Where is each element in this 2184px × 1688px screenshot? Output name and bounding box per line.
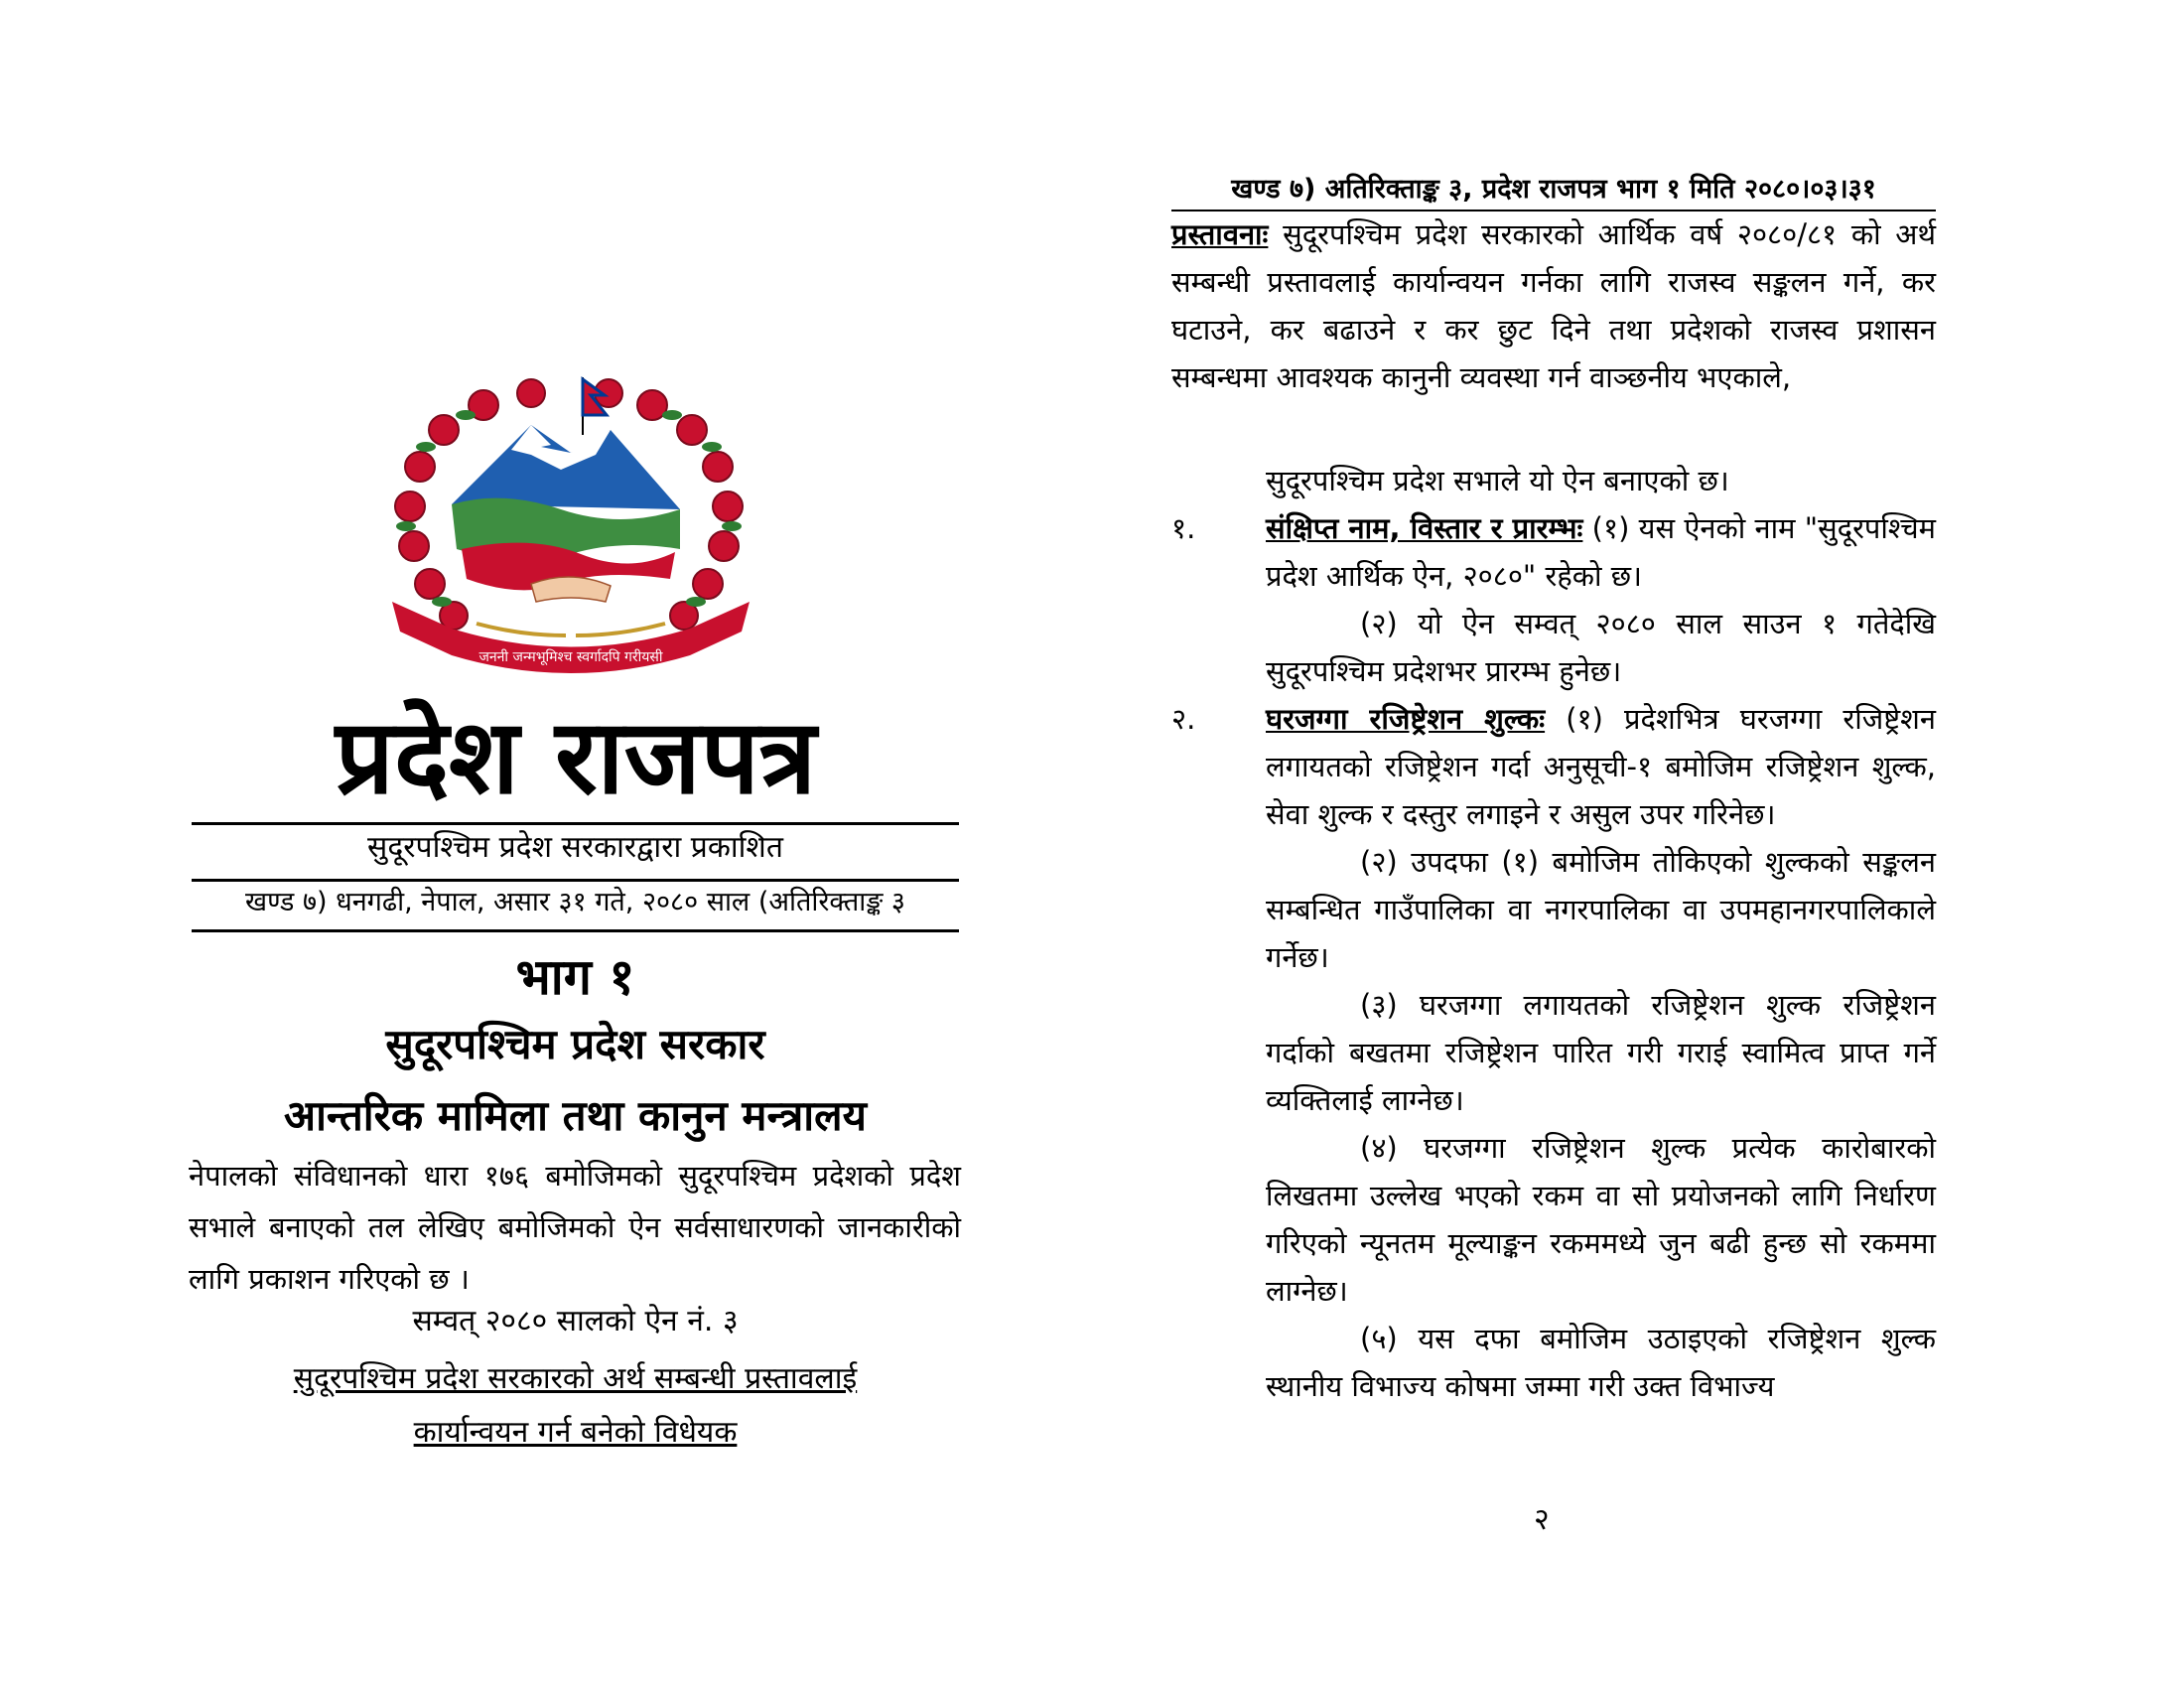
section-2-sub-1 [1266,695,1936,838]
section-2 [1266,695,1936,1410]
publisher-line: सुदूरपश्चिम प्रदेश सरकारद्वारा प्रकाशित [367,830,783,865]
gazette-title: प्रदेश राजपत्र [335,695,817,817]
intro-paragraph: नेपालको संविधानको धारा १७६ बमोजिमको सुदूरपश्चिम प्रदेशको प्रदेश सभाले बनाएको तल लेखिए बमोजिमको ऐन सर्वसाधारणको जानकारीको लागि प्रकाशन गरिएको छ । [189,1159,961,1296]
bill-title [192,1352,959,1460]
section-text: (१) प्रदेशभित्र घरजग्गा रजिष्ट्रेशन लगायतको रजिष्ट्रेशन गर्दा अनुसूची-१ बमोजिम रजिष्ट्रेशन शुल्क, सेवा शुल्क र दस्तुर लगाइने र असुल उपर गरिनेछ। [1266,702,1936,831]
section-1-sub-2: (२) यो ऐन सम्वत् २०८० साल साउन १ गतेदेखि सुदूरपश्चिम प्रदेशभर प्रारम्भ हुनेछ। [1266,607,1936,688]
section-2-sub-3: (३) घरजग्गा लगायतको रजिष्ट्रेशन शुल्क रजिष्ट्रेशन गर्दाको बखतमा रजिष्ट्रेशन पारित गरी गराई स्वामित्व प्राप्त गर्ने व्यक्तिलाई लाग्नेछ। [1266,988,1936,1117]
divider [192,822,959,825]
act-number: सम्वत् २०८० सालको ऐन नं. ३ [412,1304,739,1338]
section-heading: घरजग्गा रजिष्ट्रेशन शुल्कः [1266,702,1546,736]
preamble [1171,211,1936,401]
nepal-emblem-icon [382,375,759,688]
part-heading: भाग १ [515,948,635,1006]
page-header: खण्ड ७) अतिरिक्ताङ्क ३, प्रदेश राजपत्र भाग १ मिति २०८०।०३।३१ [1171,169,1936,211]
bill-title-line: सुदूरपश्चिम प्रदेश सरकारको अर्थ सम्बन्धी प्रस्तावलाई [293,1361,858,1396]
divider [192,929,959,932]
ministry-heading: आन्तरिक मामिला तथा कानुन मन्त्रालय [283,1091,868,1140]
section-2-sub-5: (५) यस दफा बमोजिम उठाइएको रजिष्ट्रेशन शुल्क स्थानीय विभाज्य कोषमा जम्मा गरी उक्त विभाज्य [1266,1322,1936,1403]
section-2-sub-2: (२) उपदफा (१) बमोजिम तोकिएको शुल्कको सङ्कलन सम्बन्धित गाउँपालिका वा नगरपालिका वा उपमहानगरपालिकाले गर्नेछ। [1266,845,1936,974]
section-heading: संक्षिप्त नाम, विस्तार र प्रारम्भः [1266,511,1583,545]
preamble-paragraph [1171,211,1936,401]
section-1 [1266,504,1936,695]
government-heading: सुदूरपश्चिम प्रदेश सरकार [385,1020,765,1068]
section-1-sub-1 [1266,504,1936,600]
bill-title-line: कार्यान्वयन गर्न बनेको विधेयक [413,1415,738,1450]
emblem-motto: जननी जन्मभूमिश्च स्वर्गादपि गरीयसी [478,649,663,665]
section-2-sub-4: (४) घरजग्गा रजिष्ट्रेशन शुल्क प्रत्येक कारोबारको लिखतमा उल्लेख भएको रकम वा सो प्रयोजनको लागि निर्धारण गरिएको न्यूनतम मूल्याङ्कन रकममध्ये जुन बढी हुन्छ सो रकममा लाग्नेछ। [1266,1131,1936,1308]
section-number: २. [1171,702,1196,736]
enactment-clause: सुदूरपश्चिम प्रदेश सभाले यो ऐन बनाएको छ। [1266,464,1729,497]
section-number: १. [1171,511,1196,545]
preamble-text: सुदूरपश्चिम प्रदेश सरकारको आर्थिक वर्ष २०८०/८१ को अर्थ सम्बन्धी प्रस्तावलाई कार्यान्वयन गर्नका लागि राजस्व सङ्कलन गर्ने, कर घटाउने, कर बढाउने र कर छुट दिने तथा प्रदेशको राजस्व प्रशासन सम्बन्धमा आवश्यक कानुनी व्यवस्था गर्न वाञ्छनीय भएकाले, [1171,217,1936,394]
preamble-label: प्रस्तावनाः [1171,217,1269,251]
page-number: २ [1534,1502,1550,1537]
volume-line: खण्ड ७) धनगढी, नेपाल, असार ३१ गते, २०८० साल (अतिरिक्ताङ्क ३ [245,887,905,917]
section-text: (१) यस ऐनको नाम "सुदूरपश्चिम प्रदेश आर्थिक ऐन, २०८०" रहेको छ। [1266,511,1936,593]
divider [192,879,959,882]
